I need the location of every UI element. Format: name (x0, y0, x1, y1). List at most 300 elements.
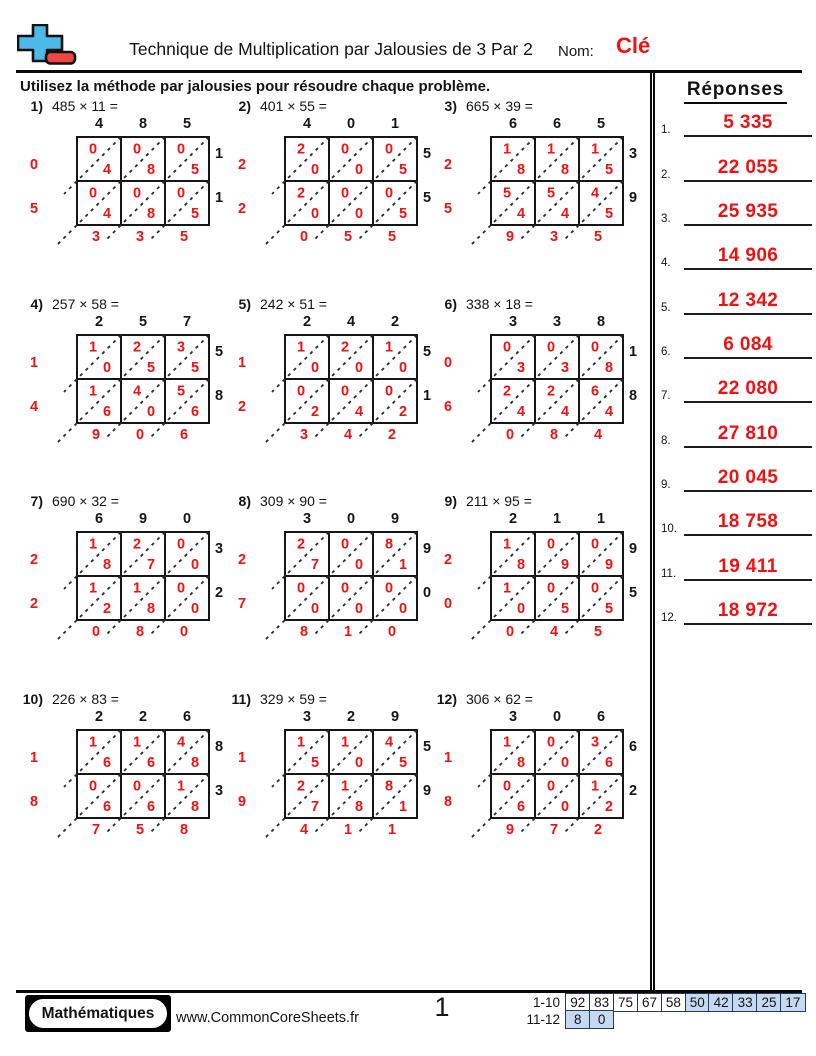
multiplicand-digit: 8 (138, 116, 148, 132)
units-digit: 0 (310, 360, 320, 376)
tens-digit: 2 (296, 778, 306, 795)
units-digit: 9 (604, 557, 614, 573)
result-left-digit: 9 (237, 794, 247, 810)
tens-digit: 0 (176, 141, 186, 158)
lattice-diagonal (471, 532, 579, 640)
tens-digit: 1 (176, 778, 186, 795)
problem-header (436, 296, 641, 314)
result-bottom-digit: 5 (135, 822, 145, 838)
multiplicand-digit: 4 (94, 116, 104, 132)
multiplicand-digit: 2 (94, 314, 104, 330)
tens-digit: 0 (176, 185, 186, 202)
answer-number: 8. (661, 434, 671, 447)
problem-expression: 690 × 32 = (52, 493, 119, 509)
result-left-digit: 8 (29, 794, 39, 810)
answer-number: 4. (661, 257, 671, 270)
result-left-digit: 2 (443, 552, 453, 568)
problem-header (436, 493, 641, 511)
units-digit: 0 (354, 162, 364, 178)
multiplicand-digit: 3 (302, 511, 312, 527)
tens-digit: 0 (340, 536, 350, 553)
multiplier-digit: 3 (628, 146, 638, 162)
score-cell: 8 (565, 1010, 591, 1029)
multiplicand-digit: 6 (94, 511, 104, 527)
multiplicand-digit: 2 (302, 314, 312, 330)
answer-value: 22 080 (717, 378, 779, 400)
lattice-grid (436, 116, 641, 254)
tens-digit: 1 (88, 383, 98, 400)
tens-digit: 0 (340, 185, 350, 202)
tens-digit: 8 (384, 778, 394, 795)
problem-header (436, 98, 641, 116)
answer-key-badge: Clé (616, 33, 651, 58)
multiplicand-digit: 1 (552, 511, 562, 527)
units-digit: 1 (398, 557, 408, 573)
answer-number: 12. (661, 612, 677, 625)
multiplicand-digit: 5 (138, 314, 148, 330)
multiplicand-digit: 6 (508, 116, 518, 132)
lattice-diagonal (471, 335, 579, 443)
units-digit: 7 (146, 557, 156, 573)
tens-digit: 0 (340, 383, 350, 400)
problem-number: 11) (231, 691, 251, 707)
result-bottom-digit: 0 (387, 624, 397, 640)
problem-number: 5) (238, 296, 251, 312)
problem-header (230, 296, 435, 314)
result-left-digit: 1 (443, 750, 453, 766)
units-digit: 5 (190, 162, 200, 178)
lattice-grid (436, 314, 641, 452)
problem-expression: 329 × 59 = (260, 691, 327, 707)
problem-11 (230, 691, 435, 869)
result-bottom-digit: 1 (343, 822, 353, 838)
problem-10 (22, 691, 227, 869)
result-bottom-digit: 3 (299, 427, 309, 443)
result-left-digit: 8 (443, 794, 453, 810)
problem-5 (230, 296, 435, 474)
score-cell: 50 (685, 993, 711, 1012)
result-bottom-digit: 2 (593, 822, 603, 838)
tens-digit: 0 (88, 185, 98, 202)
units-digit: 8 (190, 799, 200, 815)
units-digit: 0 (516, 601, 526, 617)
score-cell: 42 (708, 993, 734, 1012)
units-digit: 6 (102, 755, 112, 771)
score-cell: 17 (780, 993, 806, 1012)
units-digit: 4 (354, 404, 364, 420)
result-left-digit: 2 (237, 399, 247, 415)
problem-number: 4) (30, 296, 43, 312)
multiplier-digit: 2 (628, 783, 638, 799)
result-bottom-digit: 7 (91, 822, 101, 838)
result-left-digit: 1 (237, 355, 247, 371)
multiplicand-digit: 9 (138, 511, 148, 527)
lattice-diagonal (265, 532, 373, 640)
multiplicand-digit: 0 (346, 511, 356, 527)
multiplicand-digit: 0 (552, 709, 562, 725)
units-digit: 6 (516, 799, 526, 815)
multiplicand-digit: 3 (508, 709, 518, 725)
page-title: Technique de Multiplication par Jalousies de 3 Par 2 (129, 39, 533, 59)
units-digit: 2 (604, 799, 614, 815)
instruction-text: Utilisez la méthode par jalousies pour résoudre chaque problème. (20, 78, 491, 95)
tens-digit: 0 (546, 536, 556, 553)
units-digit: 4 (560, 404, 570, 420)
score-cell: 75 (613, 993, 639, 1012)
problem-6 (436, 296, 641, 474)
tens-digit: 2 (340, 339, 350, 356)
units-digit: 0 (354, 557, 364, 573)
result-bottom-digit: 3 (549, 229, 559, 245)
units-digit: 6 (102, 799, 112, 815)
lattice-grid (22, 511, 227, 649)
multiplier-digit: 1 (422, 388, 432, 404)
tens-digit: 2 (296, 185, 306, 202)
score-table (512, 993, 806, 1029)
problem-12 (436, 691, 641, 869)
problem-header (230, 98, 435, 116)
units-digit: 8 (146, 601, 156, 617)
result-bottom-digit: 4 (593, 427, 603, 443)
multiplicand-digit: 8 (596, 314, 606, 330)
multiplicand-digit: 3 (508, 314, 518, 330)
answer-number: 7. (661, 390, 671, 403)
units-digit: 2 (102, 601, 112, 617)
result-bottom-digit: 0 (505, 624, 515, 640)
score-row-label: 1-10 (532, 995, 560, 1010)
multiplier-digit: 9 (422, 783, 432, 799)
tens-digit: 2 (502, 383, 512, 400)
problem-7 (22, 493, 227, 671)
answer-value: 27 810 (717, 422, 779, 444)
problem-9 (436, 493, 641, 671)
lattice-grid (230, 709, 435, 847)
tens-digit: 0 (546, 778, 556, 795)
answer-number: 1. (661, 124, 671, 137)
tens-digit: 0 (88, 141, 98, 158)
multiplicand-digit: 7 (182, 314, 192, 330)
result-bottom-digit: 0 (135, 427, 145, 443)
problem-number: 2) (238, 98, 251, 114)
units-digit: 0 (190, 557, 200, 573)
result-bottom-digit: 4 (299, 822, 309, 838)
tens-digit: 1 (88, 580, 98, 597)
problem-number: 8) (238, 493, 251, 509)
tens-digit: 0 (296, 383, 306, 400)
tens-digit: 0 (176, 536, 186, 553)
result-bottom-digit: 5 (593, 229, 603, 245)
multiplicand-digit: 2 (346, 709, 356, 725)
website-url: www.CommonCoreSheets.fr (176, 1010, 359, 1026)
tens-digit: 0 (132, 141, 142, 158)
brand-label: Mathématiques (28, 998, 168, 1029)
units-digit: 0 (146, 404, 156, 420)
units-digit: 4 (102, 162, 112, 178)
result-bottom-digit: 8 (179, 822, 189, 838)
result-bottom-digit: 4 (343, 427, 353, 443)
tens-digit: 1 (88, 536, 98, 553)
tens-digit: 0 (132, 778, 142, 795)
multiplicand-digit: 6 (182, 709, 192, 725)
multiplicand-digit: 9 (390, 511, 400, 527)
units-digit: 8 (102, 557, 112, 573)
problem-expression: 242 × 51 = (260, 296, 327, 312)
problem-number: 3) (444, 98, 457, 114)
result-left-digit: 2 (237, 157, 247, 173)
result-left-digit: 2 (29, 596, 39, 612)
result-bottom-digit: 0 (179, 624, 189, 640)
units-digit: 2 (310, 404, 320, 420)
lattice-diagonal (57, 137, 165, 245)
multiplier-digit: 5 (422, 739, 432, 755)
units-digit: 8 (354, 799, 364, 815)
units-digit: 3 (560, 360, 570, 376)
tens-digit: 0 (340, 141, 350, 158)
tens-digit: 0 (88, 778, 98, 795)
units-digit: 0 (398, 360, 408, 376)
tens-digit: 1 (590, 778, 600, 795)
multiplier-digit: 8 (628, 388, 638, 404)
multiplicand-digit: 3 (552, 314, 562, 330)
units-digit: 9 (560, 557, 570, 573)
multiplicand-digit: 4 (346, 314, 356, 330)
problem-expression: 306 × 62 = (466, 691, 533, 707)
result-bottom-digit: 2 (387, 427, 397, 443)
result-bottom-digit: 9 (505, 822, 515, 838)
multiplicand-digit: 9 (390, 709, 400, 725)
tens-digit: 0 (132, 185, 142, 202)
score-cell: 58 (661, 993, 687, 1012)
multiplicand-digit: 4 (302, 116, 312, 132)
problem-number: 7) (30, 493, 43, 509)
units-digit: 4 (516, 206, 526, 222)
answer-value: 18 972 (717, 600, 779, 622)
problem-header (22, 691, 227, 709)
tens-digit: 4 (132, 383, 142, 400)
multiplier-digit: 3 (214, 783, 224, 799)
multiplicand-digit: 2 (138, 709, 148, 725)
units-digit: 0 (310, 162, 320, 178)
multiplier-digit: 2 (214, 585, 224, 601)
multiplier-digit: 3 (214, 541, 224, 557)
units-digit: 8 (516, 162, 526, 178)
multiplicand-digit: 6 (552, 116, 562, 132)
multiplier-digit: 8 (214, 388, 224, 404)
lattice-diagonal (265, 730, 373, 838)
result-left-digit: 2 (29, 552, 39, 568)
problem-number: 6) (444, 296, 457, 312)
problem-header (22, 296, 227, 314)
tens-digit: 0 (384, 141, 394, 158)
units-digit: 5 (398, 755, 408, 771)
tens-digit: 4 (590, 185, 600, 202)
problem-1 (22, 98, 227, 276)
problem-expression: 665 × 39 = (466, 98, 533, 114)
result-left-digit: 2 (237, 552, 247, 568)
multiplicand-digit: 2 (508, 511, 518, 527)
problem-expression: 309 × 90 = (260, 493, 327, 509)
score-cell: 33 (732, 993, 758, 1012)
problem-number: 12) (436, 691, 457, 707)
score-row-2 (512, 1010, 806, 1029)
units-digit: 1 (398, 799, 408, 815)
answer-value: 22 055 (717, 156, 779, 178)
answer-number: 10. (661, 523, 677, 536)
answer-number: 6. (661, 346, 671, 359)
units-digit: 5 (560, 601, 570, 617)
answer-number: 9. (661, 479, 671, 492)
units-digit: 5 (398, 162, 408, 178)
tens-digit: 1 (296, 339, 306, 356)
score-row-label: 11-12 (526, 1012, 560, 1028)
units-digit: 0 (560, 799, 570, 815)
units-digit: 4 (604, 404, 614, 420)
tens-digit: 0 (502, 778, 512, 795)
tens-digit: 2 (296, 536, 306, 553)
result-bottom-digit: 5 (343, 229, 353, 245)
problem-expression: 338 × 18 = (466, 296, 533, 312)
score-cell: 92 (565, 993, 591, 1012)
answer-value: 25 935 (717, 201, 779, 223)
multiplier-digit: 5 (422, 190, 432, 206)
lattice-diagonal (471, 730, 579, 838)
tens-digit: 0 (384, 383, 394, 400)
answer-number: 5. (661, 301, 671, 314)
lattice-grid (230, 314, 435, 452)
result-bottom-digit: 6 (179, 427, 189, 443)
multiplier-digit: 9 (422, 541, 432, 557)
multiplier-digit: 5 (214, 344, 224, 360)
lattice-diagonal (57, 335, 165, 443)
tens-digit: 8 (384, 536, 394, 553)
result-left-digit: 0 (443, 355, 453, 371)
lattice-diagonal (57, 532, 165, 640)
problem-expression: 257 × 58 = (52, 296, 119, 312)
units-digit: 8 (146, 206, 156, 222)
answer-number: 3. (661, 213, 671, 226)
tens-digit: 4 (176, 734, 186, 751)
result-left-digit: 1 (29, 355, 39, 371)
score-cell: 0 (589, 1010, 615, 1029)
problem-number: 9) (444, 493, 457, 509)
tens-digit: 0 (590, 536, 600, 553)
tens-digit: 4 (384, 734, 394, 751)
answer-value: 6 084 (723, 334, 773, 356)
answer-value: 18 758 (717, 511, 779, 533)
score-row-1 (512, 993, 806, 1012)
answer-value: 19 411 (718, 555, 778, 577)
page-number: 1 (434, 992, 450, 1022)
lattice-grid (230, 116, 435, 254)
lattice-diagonal (57, 730, 165, 838)
result-bottom-digit: 0 (505, 427, 515, 443)
units-digit: 7 (310, 557, 320, 573)
multiplier-digit: 5 (422, 344, 432, 360)
multiplier-digit: 1 (214, 146, 224, 162)
multiplicand-digit: 1 (596, 511, 606, 527)
tens-digit: 0 (502, 339, 512, 356)
result-left-digit: 1 (29, 750, 39, 766)
score-cell: 83 (589, 993, 615, 1012)
result-left-digit: 6 (443, 399, 453, 415)
lattice-grid (22, 709, 227, 847)
tens-digit: 2 (296, 141, 306, 158)
units-digit: 8 (146, 162, 156, 178)
problem-number: 1) (30, 98, 43, 114)
units-digit: 8 (516, 755, 526, 771)
answer-number: 11. (661, 567, 677, 580)
result-left-digit: 5 (29, 201, 39, 217)
units-digit: 0 (310, 601, 320, 617)
tens-digit: 0 (546, 580, 556, 597)
result-left-digit: 2 (237, 201, 247, 217)
result-bottom-digit: 3 (135, 229, 145, 245)
brand-logo (25, 995, 171, 1032)
answer-value: 12 342 (717, 289, 779, 311)
multiplicand-digit: 3 (302, 709, 312, 725)
multiplier-digit: 8 (214, 739, 224, 755)
units-digit: 5 (604, 601, 614, 617)
tens-digit: 1 (502, 580, 512, 597)
tens-digit: 2 (546, 383, 556, 400)
multiplier-digit: 9 (628, 190, 638, 206)
tens-digit: 1 (88, 734, 98, 751)
units-digit: 5 (190, 206, 200, 222)
tens-digit: 0 (296, 580, 306, 597)
units-digit: 8 (560, 162, 570, 178)
tens-digit: 1 (502, 734, 512, 751)
problem-header (230, 691, 435, 709)
problem-expression: 226 × 83 = (52, 691, 119, 707)
answer-value: 14 906 (717, 245, 779, 267)
result-bottom-digit: 4 (549, 624, 559, 640)
multiplier-digit: 5 (422, 146, 432, 162)
multiplicand-digit: 5 (596, 116, 606, 132)
result-bottom-digit: 8 (549, 427, 559, 443)
units-digit: 0 (398, 601, 408, 617)
tens-digit: 5 (176, 383, 186, 400)
tens-digit: 1 (132, 734, 142, 751)
tens-digit: 1 (340, 734, 350, 751)
units-digit: 5 (398, 206, 408, 222)
problem-header (22, 493, 227, 511)
tens-digit: 1 (296, 734, 306, 751)
lattice-grid (230, 511, 435, 649)
units-digit: 0 (354, 601, 364, 617)
lattice-diagonal (265, 137, 373, 245)
tens-digit: 1 (546, 141, 556, 158)
result-bottom-digit: 0 (91, 624, 101, 640)
tens-digit: 2 (132, 339, 142, 356)
multiplier-digit: 5 (628, 585, 638, 601)
result-bottom-digit: 5 (593, 624, 603, 640)
problem-4 (22, 296, 227, 474)
tens-digit: 6 (590, 383, 600, 400)
multiplicand-digit: 2 (94, 709, 104, 725)
lattice-grid (22, 314, 227, 452)
lattice-grid (436, 511, 641, 649)
multiplier-digit: 1 (214, 190, 224, 206)
result-left-digit: 0 (443, 596, 453, 612)
lattice-grid (436, 709, 641, 847)
units-digit: 6 (102, 404, 112, 420)
multiplicand-digit: 6 (596, 709, 606, 725)
units-digit: 4 (516, 404, 526, 420)
units-digit: 7 (310, 799, 320, 815)
units-digit: 8 (604, 360, 614, 376)
tens-digit: 0 (590, 339, 600, 356)
answer-value: 5 335 (723, 112, 773, 134)
